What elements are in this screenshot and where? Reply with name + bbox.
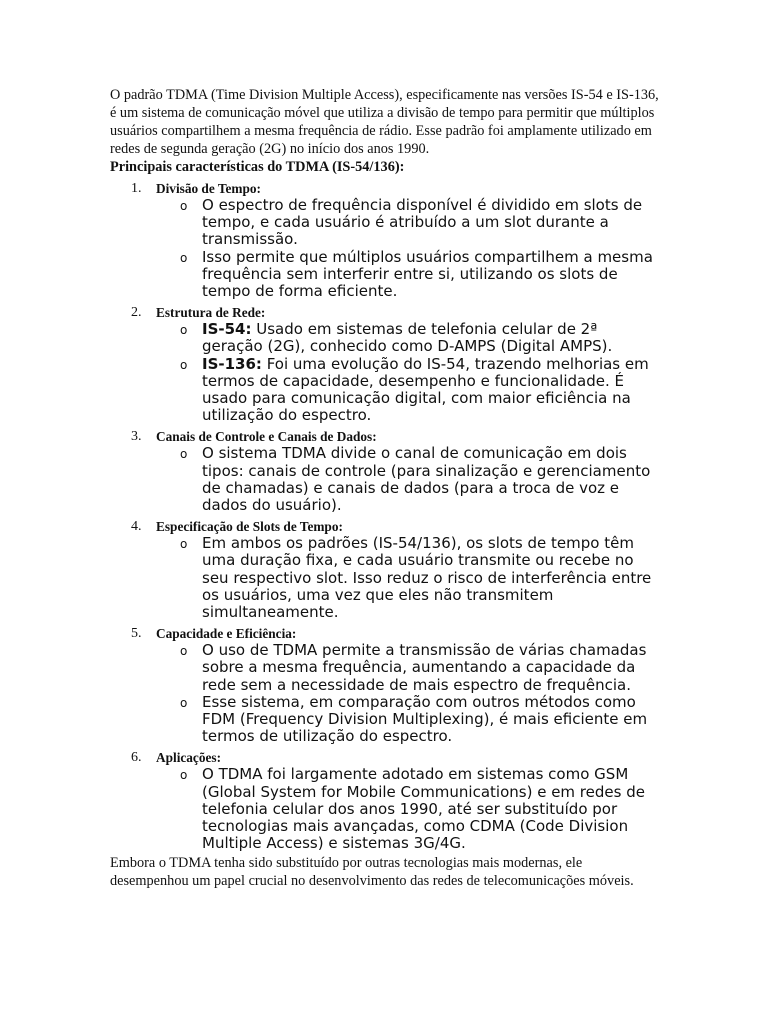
list-item-2 (110, 304, 660, 424)
list-number: 6. (131, 750, 142, 766)
bullet-text: O TDMA foi largamente adotado em sistemas como GSM (Global System for Mobile Communications) e em redes de telefonia celular dos anos 1990, até ser substituído por tecnologias mais avançadas, como CDMA (Code Division Multiple Access) e sistemas 3G/4G. (202, 765, 645, 853)
sub-list (156, 766, 660, 852)
bullet-text: Isso permite que múltiplos usuários compartilhem a mesma frequência sem interferir entre si, utilizando os slots de tempo de forma eficiente. (202, 247, 653, 301)
bullet-text: O uso de TDMA permite a transmissão de várias chamadas sobre a mesma frequência, aumentando a capacidade da rede sem a necessidade de mais espectro de frequência. (202, 641, 647, 694)
sub-list (156, 197, 660, 300)
bullet-text: Em ambos os padrões (IS-54/136), os slots de tempo têm uma duração fixa, e cada usuário transmite ou recebe no seu respectivo slot. Isso reduz o risco de interferência entre os usuários, uma vez que eles não transmitem simultaneamente. (202, 534, 652, 622)
document-page (110, 86, 660, 890)
sub-list-item (156, 642, 662, 694)
bullet-marker: o (180, 447, 188, 462)
list-item-5 (110, 625, 660, 745)
sub-list-item (156, 356, 662, 425)
bullet-text: Esse sistema, em comparação com outros métodos como FDM (Frequency Division Multiplexing), é mais eficiente em termos de utilização do espectro. (202, 692, 648, 746)
bullet-text: Foi uma evolução do IS-54, trazendo melhorias em termos de capacidade, desempenho e funcionalidade. É usado para comunicação digital, com maior eficiência na utilização do espectro. (202, 354, 649, 425)
list-item-title: Capacidade e Eficiência: (156, 626, 297, 642)
list-item-6 (110, 749, 660, 852)
bullet-marker: o (180, 768, 188, 783)
bullet-strong: IS-54: (202, 320, 252, 339)
sub-list-item (156, 766, 662, 852)
sub-list (156, 321, 660, 424)
list-item-title: Divisão de Tempo: (156, 181, 261, 196)
list-number: 1. (131, 181, 142, 196)
closing-paragraph: Embora o TDMA tenha sido substituído por outras tecnologias mais modernas, ele desempenhou um papel crucial no desenvolvimento das redes de telecomunicações móveis. (110, 854, 634, 889)
bullet-marker: o (180, 644, 188, 659)
sub-list (156, 642, 660, 745)
bullet-marker: o (180, 199, 188, 213)
bullet-strong: IS-136: (202, 354, 262, 373)
sub-list-item (156, 445, 662, 514)
intro-paragraph: O padrão TDMA (Time Division Multiple Access), especificamente nas versões IS-54 e IS-136, é um sistema de comunicação móvel que utiliza a divisão de tempo para permitir que múltiplos usuários compartilhem a mesma frequência de rádio. Esse padrão foi amplamente utilizado em redes de segunda geração (2G) no início dos anos 1990. (110, 87, 659, 157)
sub-list-item (156, 249, 662, 301)
list-item-title: Canais de Controle e Canais de Dados: (156, 429, 377, 445)
list-number: 2. (131, 305, 142, 321)
list-item-4 (110, 518, 660, 621)
sub-list-item (156, 321, 662, 355)
list-item-1 (110, 180, 660, 300)
list-item-3 (110, 428, 660, 514)
feature-list (110, 180, 660, 853)
list-item-title: Aplicações: (156, 750, 221, 766)
sub-list-item (156, 694, 662, 746)
bullet-text: Usado em sistemas de telefonia celular de 2ª geração (2G), conhecido como D-AMPS (Digital AMPS). (202, 320, 613, 356)
list-number: 3. (131, 429, 142, 445)
bullet-marker: o (180, 323, 188, 338)
bullet-text: O espectro de frequência disponível é dividido em slots de tempo, e cada usuário é atribuído a um slot durante a transmissão. (202, 196, 643, 249)
section-heading: Principais características do TDMA (IS-54/136): (110, 159, 405, 175)
list-number: 4. (131, 519, 142, 535)
bullet-marker: o (180, 357, 188, 372)
sub-list-item (156, 535, 662, 621)
sub-list (156, 535, 660, 621)
sub-list (156, 445, 660, 514)
list-number: 5. (131, 626, 142, 642)
list-item-title: Especificação de Slots de Tempo: (156, 519, 343, 535)
sub-list-item (156, 197, 662, 249)
bullet-marker: o (180, 695, 188, 710)
bullet-marker: o (180, 250, 188, 265)
bullet-text: O sistema TDMA divide o canal de comunicação em dois tipos: canais de controle (para sinalização e gerenciamento de chamadas) e canais de dados (para a troca de voz e dados do usuário). (202, 444, 651, 515)
bullet-marker: o (180, 537, 188, 552)
list-item-title: Estrutura de Rede: (156, 305, 266, 321)
